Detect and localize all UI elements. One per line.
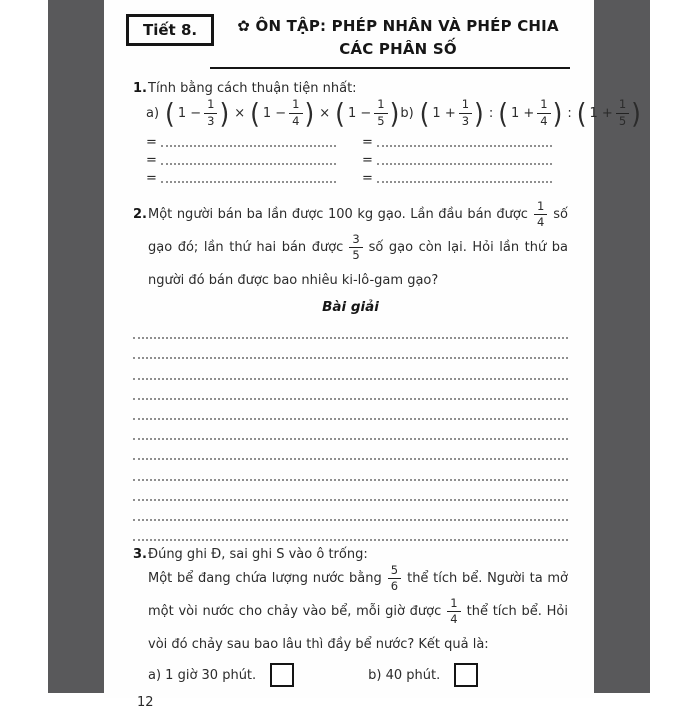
fraction-denominator: 3 [461,113,470,128]
answer-column-a [146,132,336,186]
answer-column-b [362,132,552,186]
solution-lines [133,319,568,541]
question-3-text [133,562,568,661]
fraction-denominator: 5 [352,248,360,262]
question-3-number: 3. [133,547,147,563]
close-paren: ) [474,96,484,130]
term-lead: 1 − [347,105,372,121]
answer-box-a [270,663,294,687]
solution-line [133,400,568,420]
solution-line [133,521,568,541]
open-paren: ( [165,96,175,130]
lesson-badge: Tiết 8. [126,14,214,46]
term-lead: 1 − [262,105,287,121]
operator: × [234,105,246,121]
fraction-numerator: 5 [388,565,401,580]
equals-sign: = [146,135,157,150]
solution-line [133,440,568,460]
fraction-numerator: 1 [289,99,302,114]
fraction-numerator: 1 [616,99,629,114]
lesson-title-line1: ✿ ÔN TẬP: PHÉP NHÂN VÀ PHÉP CHIA [237,17,559,35]
question-3-seg1: Một bể đang chứa lượng nước bằng [148,571,382,587]
answer-line [146,150,336,168]
write-in-line [377,145,552,147]
solution-line [133,380,568,400]
open-paren: ( [419,96,430,130]
fraction-denominator: 3 [207,113,215,128]
fraction [537,99,550,127]
part-b-label: b) [400,105,414,121]
fraction-numerator: 1 [204,99,217,114]
solution-line [133,339,568,359]
fraction [374,99,387,127]
close-paren: ) [304,96,315,130]
fraction-numerator: 1 [537,99,550,114]
answer-line [362,150,552,168]
solution-line [133,359,568,379]
operator: : [488,105,494,121]
title-underline [210,67,570,69]
question-2-number: 2. [133,207,147,222]
solution-heading: Bài giải [322,299,379,315]
answer-line [362,168,552,186]
page-number: 12 [137,695,154,710]
write-in-line [161,163,336,165]
question-2-seg3: số gạo còn lại. Hỏi lần thứ ba người đó bán được bao nhiêu ki-lô-gam gạo? [148,240,568,288]
fraction [204,99,217,127]
part-a-label: a) [146,105,160,121]
term-lead: 1 + [510,105,535,121]
fraction-numerator: 1 [447,598,460,613]
fraction-numerator: 3 [349,234,362,249]
fraction [534,198,547,229]
term-lead: 1 − [177,105,202,121]
fraction [289,99,302,127]
equals-sign: = [362,153,373,168]
fraction [459,99,472,127]
fraction [616,99,629,127]
fraction-denominator: 4 [450,612,458,627]
write-in-line [377,163,552,165]
equals-sign: = [146,171,157,186]
fraction [388,562,401,594]
solution-line [133,501,568,521]
lesson-header [133,14,568,61]
answer-line [146,168,336,186]
lesson-title-line2: CÁC PHÂN SỐ [339,40,457,58]
open-paren: ( [576,96,587,130]
lesson-title [214,15,568,61]
question-3-seg3: thể tích bể. Hỏi vòi đó chảy sau bao lâu thì đầy bể nước? Kết quả là: [148,604,568,653]
question-1-answer-area [133,132,568,186]
fraction-numerator: 1 [534,201,547,216]
answer-box-b [454,663,478,687]
expression-a [146,96,400,130]
close-paren: ) [631,96,641,130]
solution-line [133,319,568,339]
fraction [349,231,362,262]
option-a-label: a) 1 giờ 30 phút. [148,667,257,683]
question-1-expressions [133,96,641,130]
fraction-denominator: 5 [618,113,627,128]
operator: : [567,105,572,121]
fraction-denominator: 4 [292,113,300,128]
write-in-line [161,181,336,183]
fraction-numerator: 1 [374,99,387,114]
fraction-denominator: 4 [540,113,548,128]
question-1-number: 1. [133,81,147,96]
solution-line [133,481,568,501]
fraction [447,595,460,627]
question-3-options [133,663,568,687]
close-paren: ) [389,96,400,130]
expression-b [400,96,642,130]
question-3-prompt-text: Đúng ghi Đ, sai ghi S vào ô trống: [148,547,368,563]
question-3-prompt [133,547,568,562]
operator: × [319,105,331,121]
close-paren: ) [219,96,230,130]
equals-sign: = [146,153,157,168]
solution-line [133,420,568,440]
fraction-denominator: 4 [536,215,545,229]
fraction-denominator: 6 [390,579,399,594]
question-2-seg2: số gạo đó; lần thứ hai bán được [148,207,568,255]
answer-line [362,132,552,150]
book-edge-left [48,0,104,693]
write-in-line [161,145,336,147]
option-b-label: b) 40 phút. [368,667,441,683]
equals-sign: = [362,135,373,150]
question-2-seg1: Một người bán ba lần được 100 kg gạo. Lần đầu bán được [148,207,528,222]
term-lead: 1 + [432,105,456,121]
fraction-denominator: 5 [377,113,385,128]
equals-sign: = [362,171,373,186]
open-paren: ( [335,96,345,130]
write-in-line [377,181,552,183]
open-paren: ( [498,96,508,130]
fraction-numerator: 1 [459,99,472,114]
answer-line [146,132,336,150]
question-3-seg2: thể tích bể. Người ta mở một vòi nước cho chảy vào bể, mỗi giờ được [148,571,568,620]
solution-line [133,460,568,480]
open-paren: ( [250,96,260,130]
question-1-prompt-text: Tính bằng cách thuận tiện nhất: [148,81,357,96]
term-lead: 1 + [589,105,613,121]
question-2-text [133,198,568,297]
question-1-prompt [133,81,568,96]
close-paren: ) [552,96,563,130]
workbook-page [104,0,641,710]
